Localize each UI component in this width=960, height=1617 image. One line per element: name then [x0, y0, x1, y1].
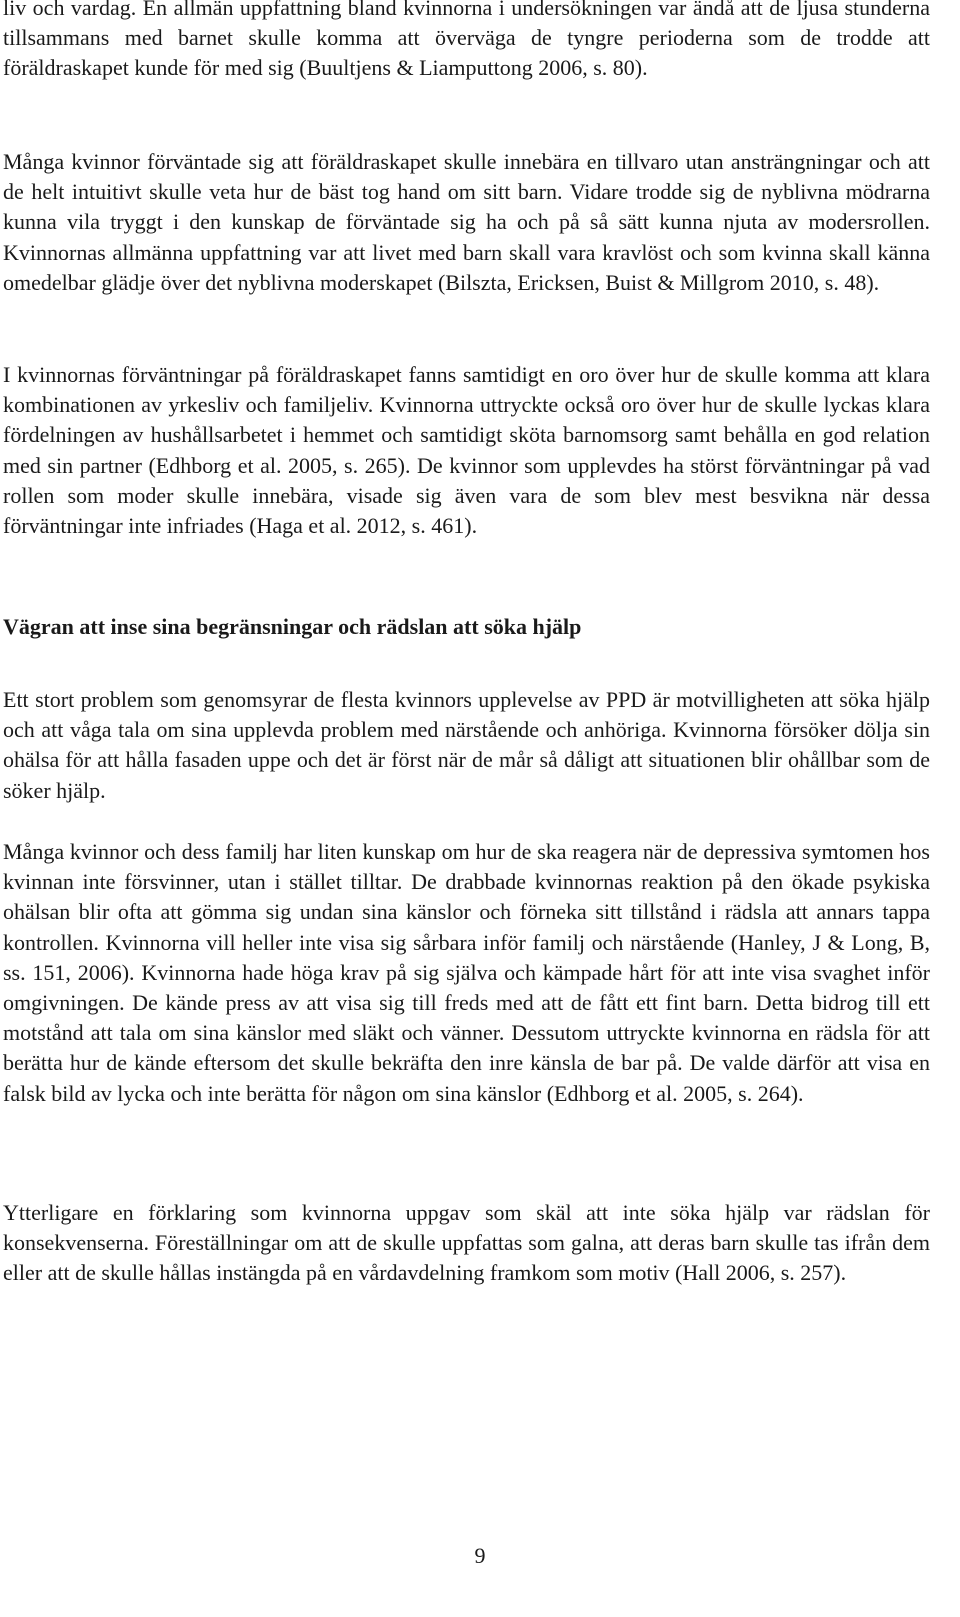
- paragraph-worries: I kvinnornas förväntningar på föräldraskapet fanns samtidigt en oro över hur de skulle komma att klara kombinationen av yrkesliv och familjeliv. Kvinnorna uttryckte också oro över hur de skulle lyckas klara fördelningen av hushållsarbetet i hemmet och samtidigt sköta barnomsorg samt behålla en god relation med sin partner (Edhborg et al. 2005, s. 265). De kvinnor som upplevdes ha störst förväntningar på vad rollen som moder skulle innebära, visade sig även vara de som blev mest besvikna när dessa förväntningar inte infriades (Haga et al. 2012, s. 461).: [3, 362, 930, 539]
- paragraph-fear-of-consequences: Ytterligare en förklaring som kvinnorna uppgav som skäl att inte söka hjälp var rädslan för konsekvenserna. Föreställningar om att de skulle uppfattas som galna, att deras barn skulle tas ifrån dem eller att de skulle hållas instängda på en vårdavdelning framkom som motiv (Hall 2006, s. 257).: [3, 1200, 930, 1286]
- paragraph-continuation: liv och vardag. En allmän uppfattning bland kvinnorna i undersökningen var ändå att de ljusa stunderna tillsammans med barnet skulle komma att överväga de tyngre perioderna som de trodde att föräldraskapet kunde för med sig (Buultjens & Liamputtong 2006, s. 80).: [3, 0, 930, 81]
- section-heading: Vägran att inse sina begränsningar och rädslan att söka hjälp: [3, 614, 582, 639]
- paragraph-reluctance: Ett stort problem som genomsyrar de flesta kvinnors upplevelse av PPD är motvilligheten att söka hjälp och att våga tala om sina upplevda problem med närstående och anhöriga. Kvinnorna försöker dölja sin ohälsa för att hålla fasaden uppe och det är först när de mår så dåligt att situationen blir ohållbar som de söker hjälp.: [3, 687, 930, 803]
- page-number: 9: [474, 1543, 486, 1568]
- paragraph-expectations: Många kvinnor förväntade sig att föräldraskapet skulle innebära en tillvaro utan ansträngningar och att de helt intuitivt skulle veta hur de bäst tog hand om sitt barn. Vidare trodde sig de nyblivna mödrarna kunna vila tryggt i den kunskap de förväntade sig ha och på så sätt kunna njuta av modersrollen. Kvinnornas allmänna uppfattning var att livet med barn skall vara kravlöst och som kvinna skall känna omedelbar glädje över det nyblivna moderskapet (Bilszta, Ericksen, Buist & Millgrom 2010, s. 48).: [3, 149, 930, 295]
- paragraph-family-knowledge: Många kvinnor och dess familj har liten kunskap om hur de ska reagera när de depressiva symtomen hos kvinnan inte försvinner, utan i stället tilltar. De drabbade kvinnornas reaktion på den ökade psykiska ohälsan blir ofta att gömma sig undan sina känslor och förneka sitt tillstånd i rädsla att annars tappa kontrollen. Kvinnorna vill heller inte visa sig sårbara inför familj och närstående (Hanley, J & Long, B, ss. 151, 2006). Kvinnorna hade höga krav på sig själva och kämpade hårt för att inte visa svaghet inför omgivningen. De kände press av att visa sig till freds med att de fått ett fint barn. Detta bidrog till ett motstånd att tala om sina känslor med släkt och vänner. Dessutom uttryckte kvinnorna en rädsla för att berätta hur de kände eftersom det skulle bekräfta den inre känsla de bar på. De valde därför att visa en falsk bild av lycka och inte berätta för någon om sina känslor (Edhborg et al. 2005, s. 264).: [3, 839, 930, 1106]
